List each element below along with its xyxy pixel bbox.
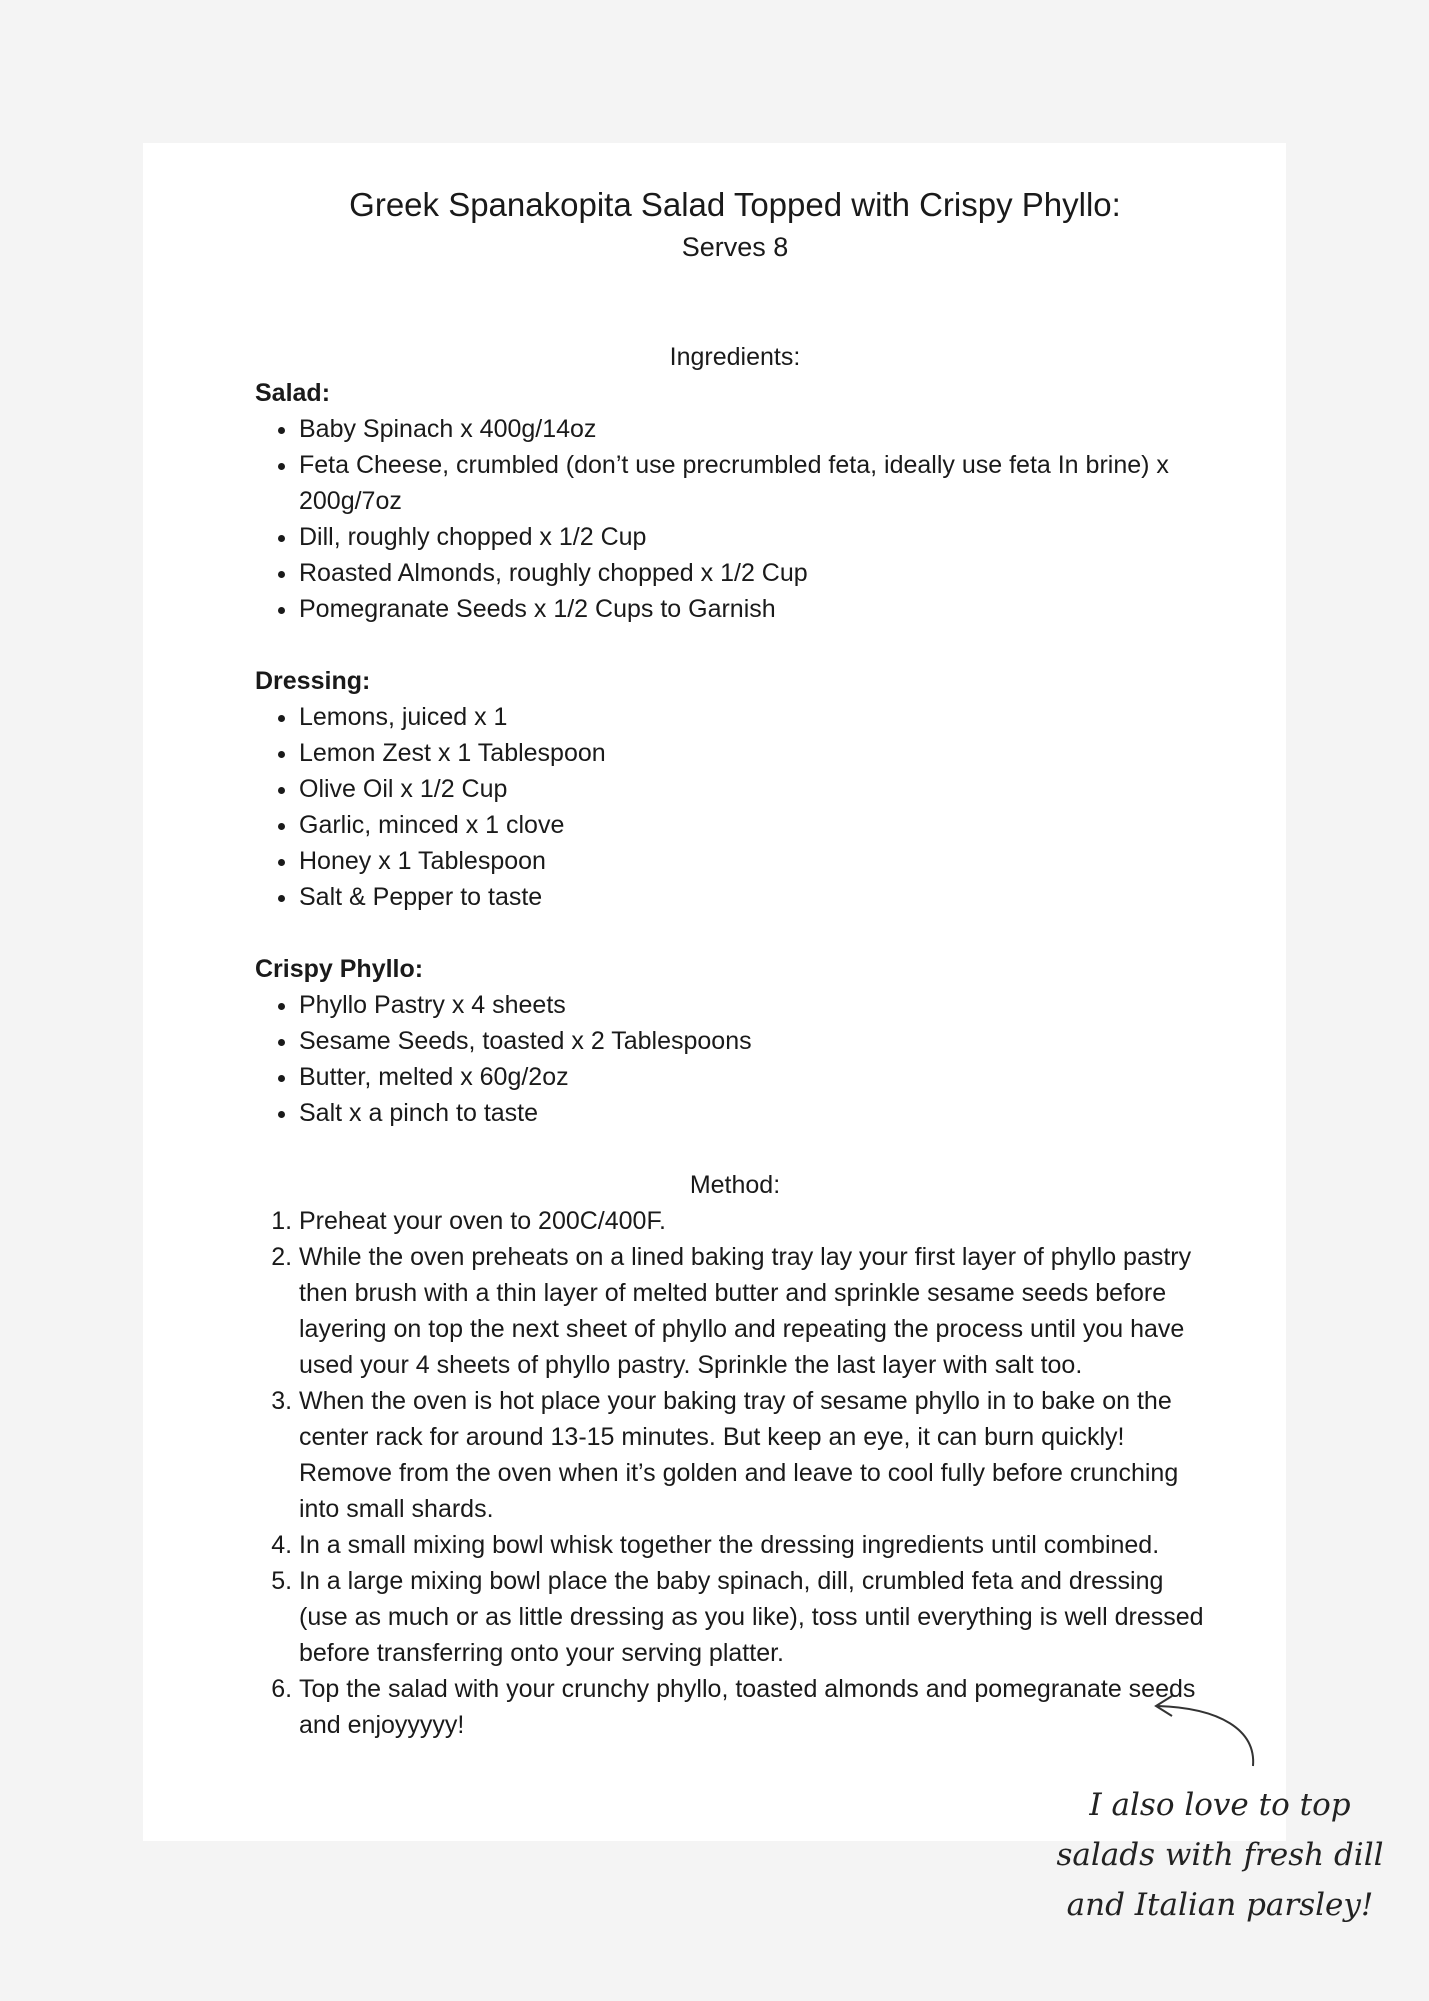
phyllo-heading: Crispy Phyllo: [255, 955, 424, 983]
list-item: • Lemon Zest x 1 Tablespoon [299, 735, 1215, 771]
method-step: 6. Top the salad with your crunchy phyllo, toasted almonds and pomegranate seeds and enjoyyyyy! [299, 1671, 1215, 1743]
dressing-list [255, 699, 1215, 915]
list-item: • Phyllo Pastry x 4 sheets [299, 987, 1215, 1023]
handwritten-note [1040, 1780, 1400, 1930]
list-item: • Olive Oil x 1/2 Cup [299, 771, 1215, 807]
list-item: • Roasted Almonds, roughly chopped x 1/2 Cup [299, 555, 1215, 591]
note-line: salads with fresh dill [1056, 1837, 1384, 1873]
method-heading: Method: [689, 1171, 781, 1199]
salad-list [255, 411, 1215, 627]
list-item: • Feta Cheese, crumbled (don’t use precrumbled feta, ideally use feta In brine) x 200g/7oz [299, 447, 1215, 519]
note-line: I also love to top [1089, 1787, 1351, 1823]
method-step: 1. Preheat your oven to 200C/400F. [299, 1203, 1215, 1239]
salad-heading: Salad: [255, 379, 331, 407]
ingredients-heading: Ingredients: [669, 343, 801, 371]
recipe-content [255, 183, 1215, 1743]
list-item: • Dill, roughly chopped x 1/2 Cup [299, 519, 1215, 555]
list-item: • Garlic, minced x 1 clove [299, 807, 1215, 843]
method-step: 2. While the oven preheats on a lined baking tray lay your first layer of phyllo pastry then brush with a thin layer of melted butter and sprinkle sesame seeds before layering on top the next sheet of phyllo and repeating the process until you have used your 4 sheets of phyllo pastry. Sprinkle the last layer with salt too. [299, 1239, 1215, 1383]
curved-arrow-icon [1150, 1690, 1270, 1770]
serves-count: Serves 8 [681, 232, 789, 262]
list-item: • Baby Spinach x 400g/14oz [299, 411, 1215, 447]
list-item: • Butter, melted x 60g/2oz [299, 1059, 1215, 1095]
list-item: • Honey x 1 Tablespoon [299, 843, 1215, 879]
list-item: • Salt & Pepper to taste [299, 879, 1215, 915]
list-item: • Salt x a pinch to taste [299, 1095, 1215, 1131]
note-line: and Italian parsley! [1066, 1887, 1374, 1923]
method-step: 3. When the oven is hot place your baking tray of sesame phyllo in to bake on the center rack for around 13-15 minutes. But keep an eye, it can burn quickly! Remove from the oven when it’s golden and leave to cool fully before crunching into small shards. [299, 1383, 1215, 1527]
method-list [255, 1203, 1215, 1743]
phyllo-list [255, 987, 1215, 1131]
list-item: • Pomegranate Seeds x 1/2 Cups to Garnish [299, 591, 1215, 627]
method-step: 5. In a large mixing bowl place the baby spinach, dill, crumbled feta and dressing (use as much or as little dressing as you like), toss until everything is well dressed before transferring onto your serving platter. [299, 1563, 1215, 1671]
method-step: 4. In a small mixing bowl whisk together the dressing ingredients until combined. [299, 1527, 1215, 1563]
dressing-heading: Dressing: [255, 667, 371, 695]
recipe-title: Greek Spanakopita Salad Topped with Crispy Phyllo: [349, 186, 1121, 223]
list-item: • Lemons, juiced x 1 [299, 699, 1215, 735]
list-item: • Sesame Seeds, toasted x 2 Tablespoons [299, 1023, 1215, 1059]
recipe-page [143, 143, 1286, 1841]
